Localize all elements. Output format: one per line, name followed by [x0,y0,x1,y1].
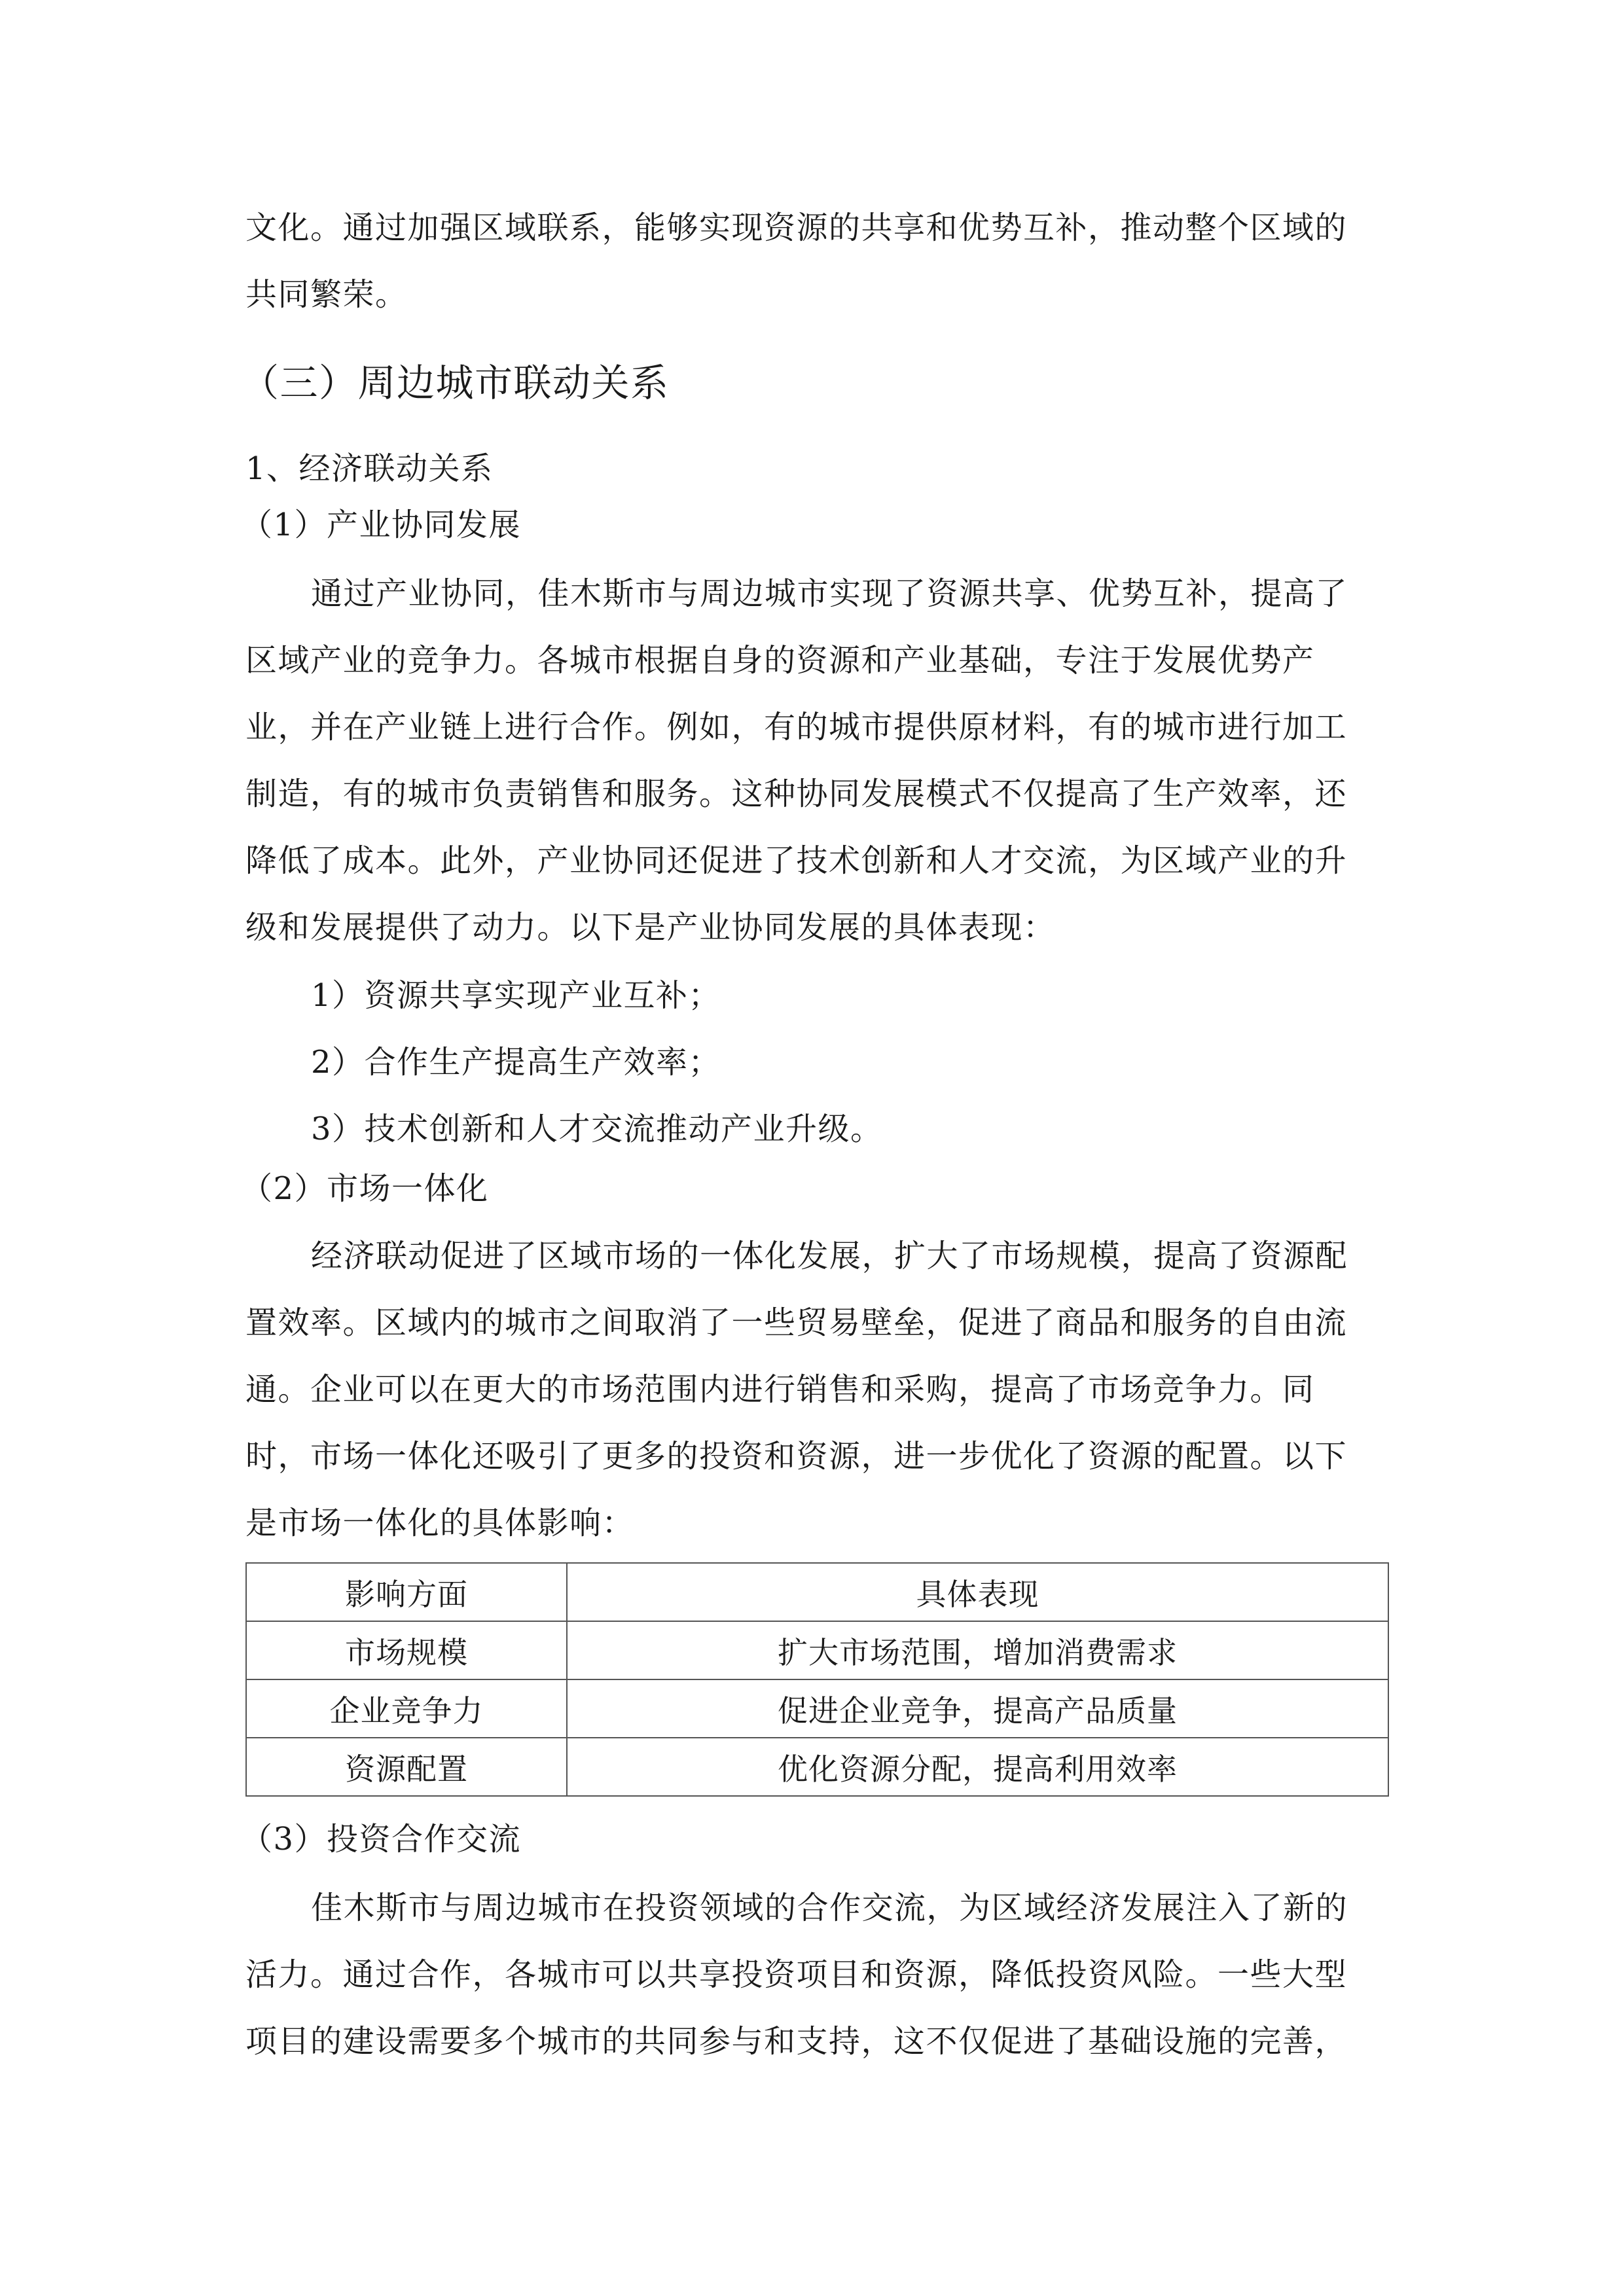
industry-line-6: 级和发展提供了动力。以下是产业协同发展的具体表现： [245,909,1056,946]
industry-list-item-2: 2）合作生产提高生产效率； [311,1044,721,1081]
table-row [246,1738,1388,1796]
industry-line-3: 业，并在产业链上进行合作。例如，有的城市提供原材料，有的城市进行加工 [245,709,1348,745]
industry-line-1: 通过产业协同，佳木斯市与周边城市实现了资源共享、优势互补，提高了 [311,575,1348,612]
industry-line-5: 降低了成本。此外，产业协同还促进了技术创新和人才交流，为区域产业的升 [245,842,1348,879]
table-cell: 促进企业竞争，提高产品质量 [567,1679,1388,1738]
investment-heading: （3）投资合作交流 [241,1821,522,1857]
table-cell: 市场规模 [246,1621,567,1679]
market-line-5: 是市场一体化的具体影响： [245,1505,635,1541]
industry-list-item-1: 1）资源共享实现产业互补； [311,977,721,1014]
industry-heading: （1）产业协同发展 [241,507,522,543]
market-effects-table [245,1562,1389,1797]
market-line-3: 通。企业可以在更大的市场范围内进行销售和采购，提高了市场竞争力。同 [245,1371,1315,1408]
table-cell: 企业竞争力 [246,1679,567,1738]
table-header-cell: 具体表现 [567,1563,1388,1621]
market-heading: （2）市场一体化 [241,1170,489,1207]
industry-line-2: 区域产业的竞争力。各城市根据自身的资源和产业基础，专注于发展优势产 [245,642,1315,679]
table-header-cell: 影响方面 [246,1563,567,1621]
intro-line-2: 共同繁荣。 [245,276,408,313]
table-header-row [246,1563,1388,1621]
intro-line-1: 文化。通过加强区域联系，能够实现资源的共享和优势互补，推动整个区域的 [245,209,1348,246]
industry-line-4: 制造，有的城市负责销售和服务。这种协同发展模式不仅提高了生产效率，还 [245,776,1348,812]
table-cell: 扩大市场范围，增加消费需求 [567,1621,1388,1679]
industry-list-item-3: 3）技术创新和人才交流推动产业升级。 [311,1111,883,1147]
table-row [246,1679,1388,1738]
market-line-2: 置效率。区域内的城市之间取消了一些贸易壁垒，促进了商品和服务的自由流 [245,1304,1348,1341]
section-heading: （三）周边城市联动关系 [241,361,670,405]
table-row [246,1621,1388,1679]
market-line-1: 经济联动促进了区域市场的一体化发展，扩大了市场规模，提高了资源配 [311,1238,1348,1274]
investment-line-1: 佳木斯市与周边城市在投资领域的合作交流，为区域经济发展注入了新的 [311,1890,1348,1926]
investment-line-2: 活力。通过合作，各城市可以共享投资项目和资源，降低投资风险。一些大型 [245,1956,1348,1993]
table-cell: 优化资源分配，提高利用效率 [567,1738,1388,1796]
table-cell: 资源配置 [246,1738,567,1796]
investment-line-3: 项目的建设需要多个城市的共同参与和支持，这不仅促进了基础设施的完善， [245,2023,1348,2060]
subsection-heading: 1、经济联动关系 [245,450,494,487]
market-line-4: 时，市场一体化还吸引了更多的投资和资源，进一步优化了资源的配置。以下 [245,1438,1348,1475]
